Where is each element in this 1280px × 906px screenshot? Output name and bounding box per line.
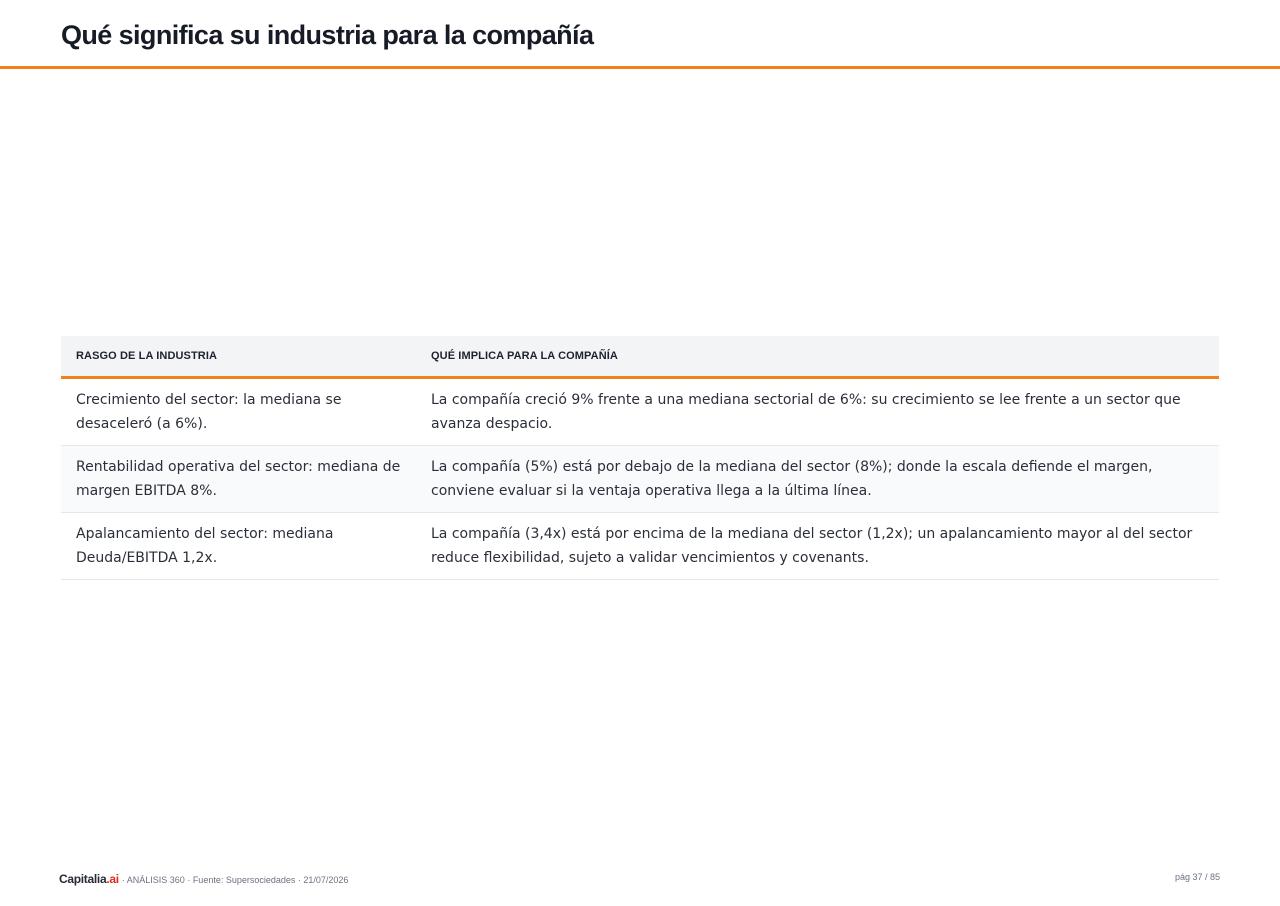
trait-cell: Rentabilidad operativa del sector: mediana de margen EBITDA 8%. (61, 446, 416, 513)
table-row (61, 446, 1219, 513)
implication-cell: La compañía (3,4x) está por encima de la mediana del sector (1,2x); un apalancamiento mayor al del sector reduce flexibilidad, sujeto a validar vencimientos y covenants. (416, 513, 1219, 580)
brand-name: Capitalia (59, 872, 107, 886)
table-header-row (61, 336, 1219, 378)
industry-table (61, 336, 1219, 580)
column-header-implication: QUÉ IMPLICA PARA LA COMPAÑÍA (416, 336, 1219, 378)
table-body (61, 378, 1219, 580)
table-row (61, 513, 1219, 580)
brand-logo (59, 872, 119, 886)
industry-table-container (61, 336, 1219, 580)
column-header-trait: RASGO DE LA INDUSTRIA (61, 336, 416, 378)
footer-meta: · ANÁLISIS 360 · Fuente: Supersociedades · 21/07/2026 (121, 875, 349, 885)
page-number: pág 37 / 85 (1174, 872, 1220, 882)
trait-cell: Apalancamiento del sector: mediana Deuda/EBITDA 1,2x. (61, 513, 416, 580)
implication-cell: La compañía creció 9% frente a una mediana sectorial de 6%: su crecimiento se lee frente a un sector que avanza despacio. (416, 378, 1219, 446)
page-title: Qué significa su industria para la compañía (61, 20, 594, 50)
implication-cell: La compañía (5%) está por debajo de la mediana del sector (8%); donde la escala defiende el margen, conviene evaluar si la ventaja operativa llega a la última línea. (416, 446, 1219, 513)
footer-left (59, 870, 348, 888)
trait-cell: Crecimiento del sector: la mediana se desaceleró (a 6%). (61, 378, 416, 446)
brand-suffix: .ai (106, 872, 119, 886)
table-header (61, 336, 1219, 378)
page-footer (59, 870, 1220, 886)
page-header (0, 0, 1280, 69)
table-row (61, 378, 1219, 446)
